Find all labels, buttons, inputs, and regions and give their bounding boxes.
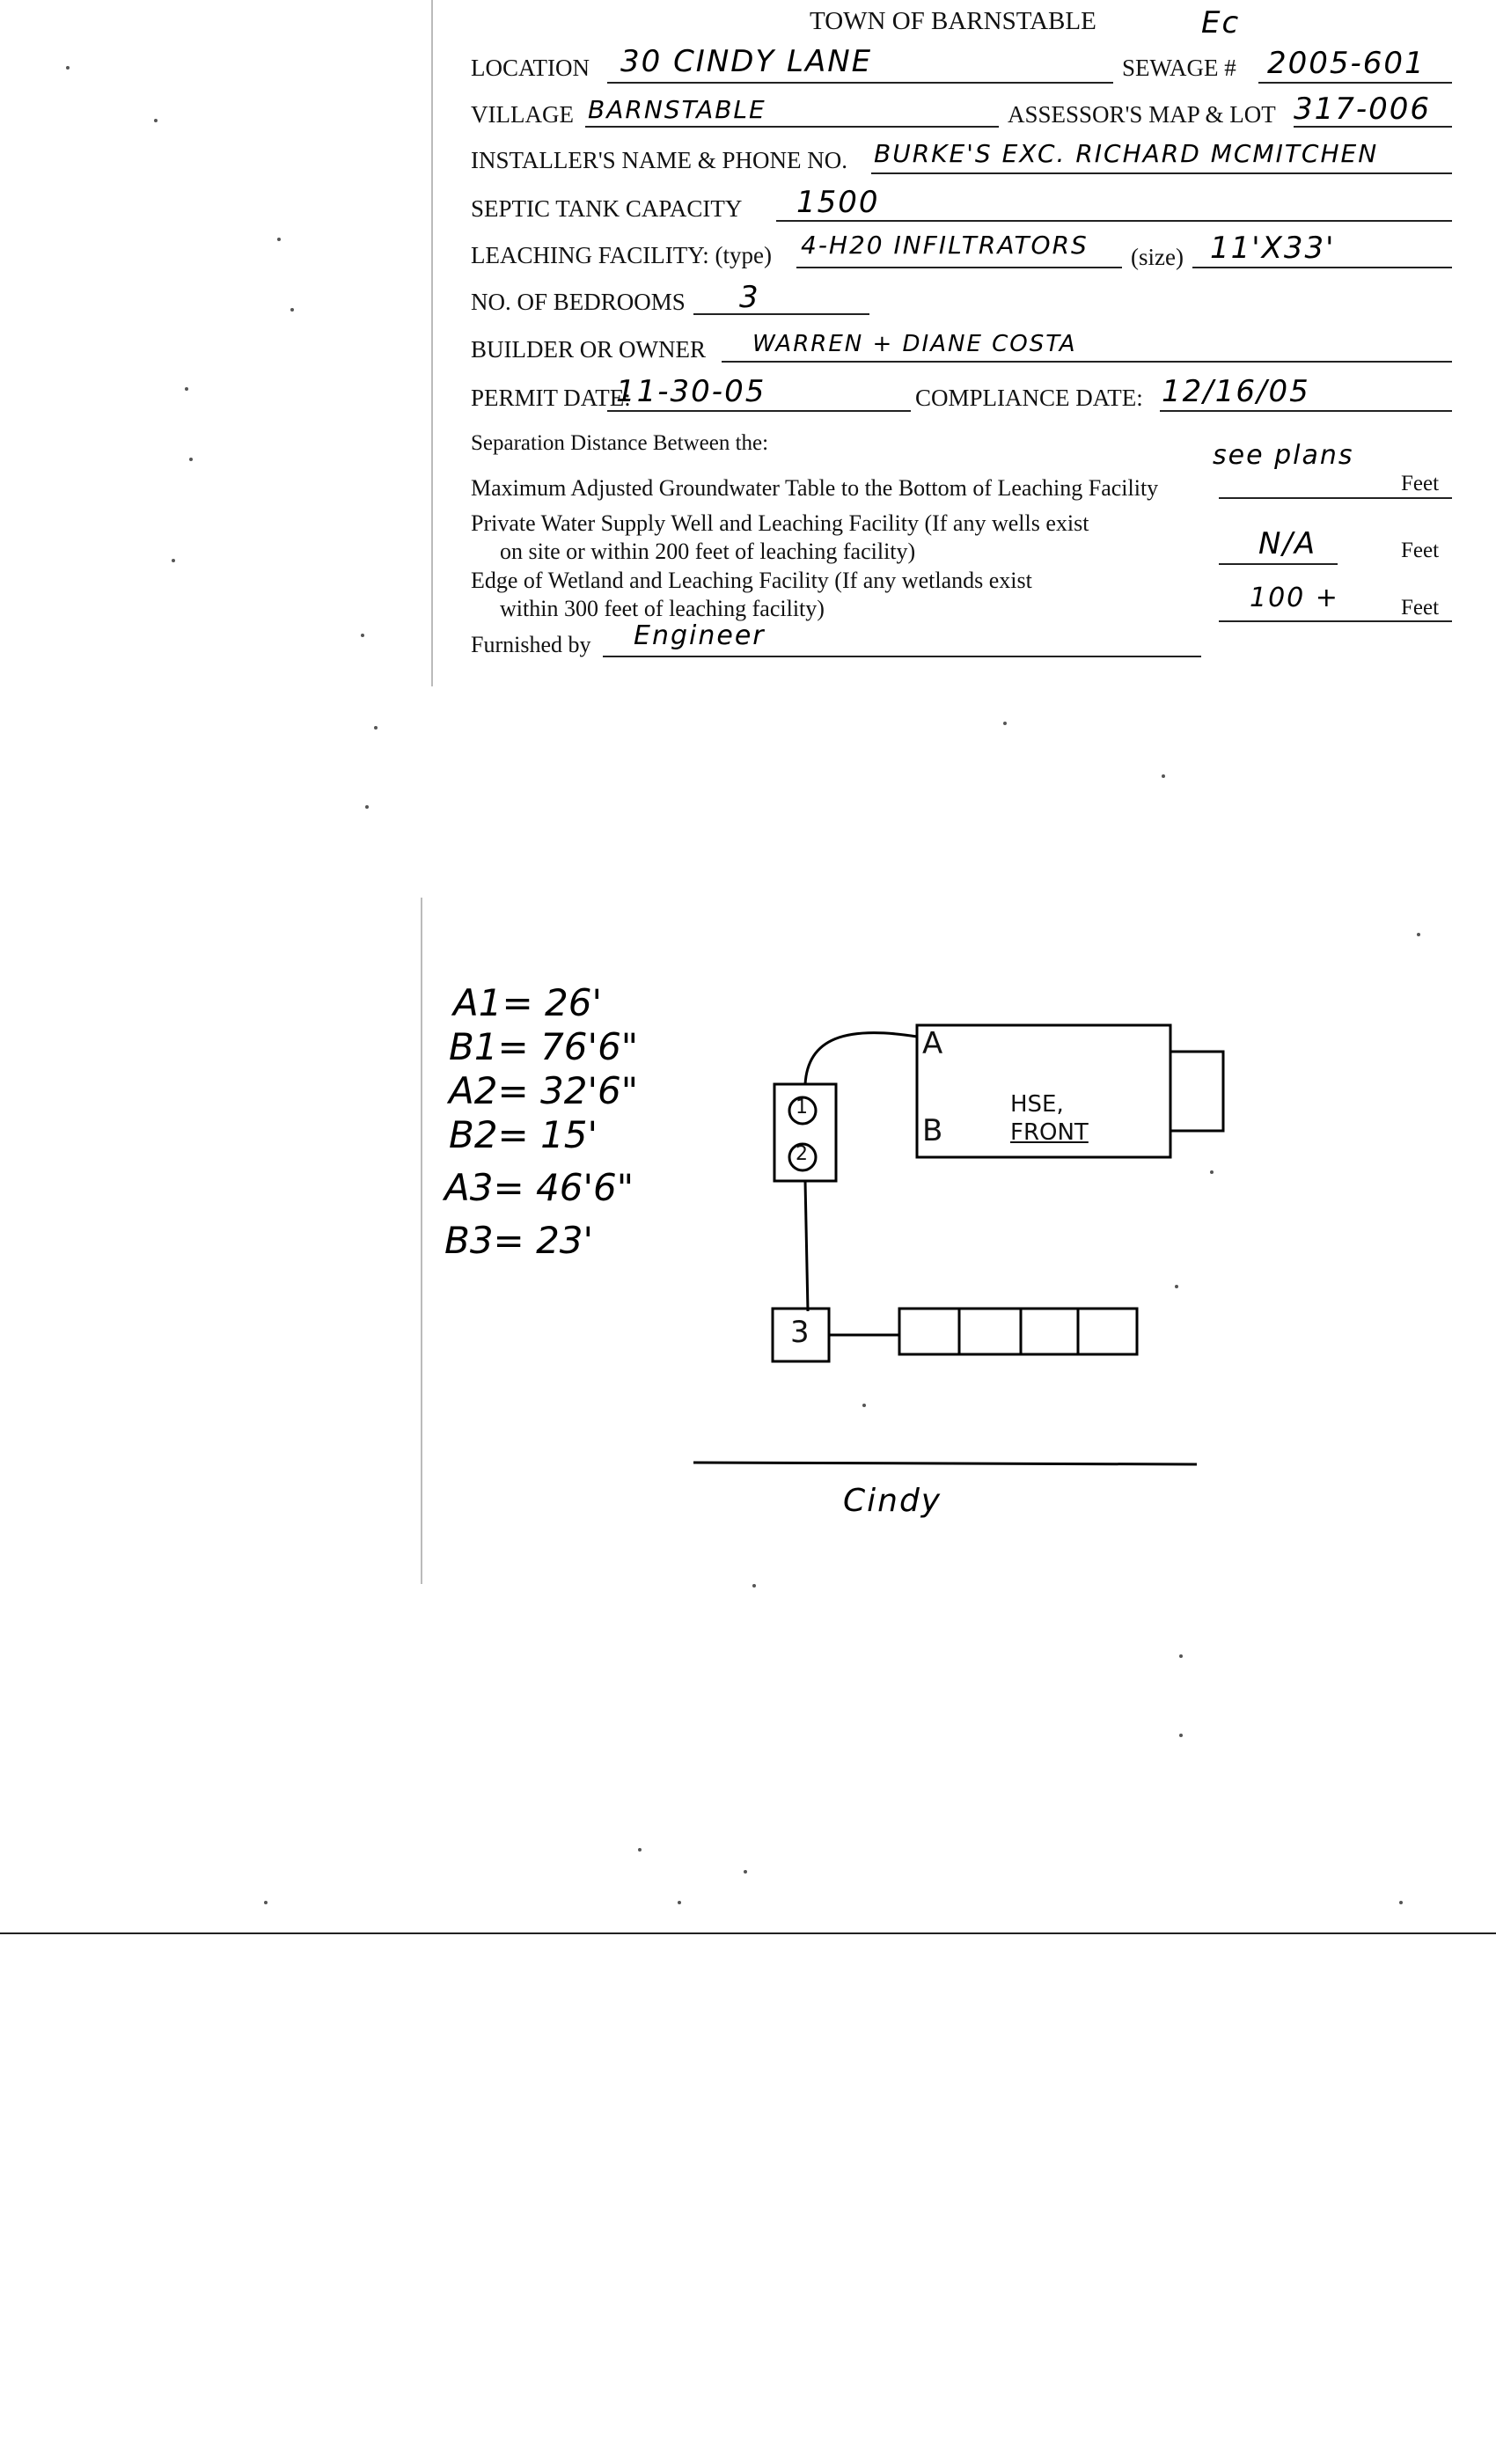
tank-compartment-2-label: 2 [796,1143,808,1165]
septic-capacity-label: SEPTIC TANK CAPACITY [471,195,743,222]
measurement-b3: B3= 23' [444,1219,594,1262]
separation-row-3-unit: Feet [1401,596,1440,620]
furnished-by-value: Engineer [634,620,766,651]
permit-date-value: 11-30-05 [616,374,766,409]
separation-row-1-unit: Feet [1401,472,1440,495]
sewage-value: 2005-601 [1267,46,1426,81]
separation-row-2-text-2: on site or within 200 feet of leaching facility) [500,539,916,564]
bedrooms-label: NO. OF BEDROOMS [471,289,686,315]
measurement-a3: A3= 46'6" [444,1166,634,1209]
leaching-type-label: LEACHING FACILITY: (type) [471,242,772,268]
septic-capacity-value: 1500 [796,185,880,220]
furnished-by-label: Furnished by [471,632,591,657]
village-label: VILLAGE [471,101,574,128]
map-lot-label: ASSESSOR'S MAP & LOT [1008,101,1276,128]
house-corner-a: A [922,1026,943,1061]
permit-date-label: PERMIT DATE: [471,385,631,411]
separation-heading: Separation Distance Between the: [471,431,769,455]
separation-row-2-text: Private Water Supply Well and Leaching Facility (If any wells exist [471,510,1089,536]
measurement-b1: B1= 76'6" [449,1025,639,1068]
measurement-a2: A2= 32'6" [449,1069,639,1112]
leaching-size-value: 11'X33' [1210,231,1336,266]
measurement-b2: B2= 15' [449,1113,598,1156]
house-label-line-2: FRONT [1010,1119,1089,1146]
map-lot-value: 317-006 [1294,92,1432,127]
location-value: 30 CINDY LANE [620,44,873,79]
separation-row-2-unit: Feet [1401,539,1440,562]
leaching-type-value: 4-H20 INFILTRATORS [801,231,1089,260]
street-line [693,1463,1197,1464]
leaching-size-label: (size) [1131,244,1184,270]
street-name: Cindy [843,1483,942,1519]
house-addition [1170,1052,1223,1131]
village-value: BARNSTABLE [588,95,766,124]
distribution-box-label: 3 [790,1315,810,1350]
sewage-label: SEWAGE # [1122,55,1236,81]
pipe-house-to-tank [805,1033,917,1084]
reviewer-initials: Ec [1201,5,1241,40]
separation-row-1-text: Maximum Adjusted Groundwater Table to the Bottom of Leaching Facility [471,475,1159,501]
location-label: LOCATION [471,55,590,81]
pipe-tank-to-dbox [805,1181,808,1311]
separation-row-3-value: 100 + [1250,583,1339,613]
separation-row-3-text: Edge of Wetland and Leaching Facility (If any wetlands exist [471,568,1032,593]
bedrooms-value: 3 [739,280,760,315]
house-corner-b: B [922,1113,943,1148]
house-label-line-1: HSE, [1010,1091,1064,1118]
installer-label: INSTALLER'S NAME & PHONE NO. [471,147,847,173]
leaching-facility [899,1309,1137,1354]
compliance-date-label: COMPLIANCE DATE: [915,385,1143,411]
separation-row-2-value: N/A [1258,526,1317,561]
tank-compartment-1-label: 1 [796,1096,808,1118]
builder-label: BUILDER OR OWNER [471,336,706,363]
page-title: TOWN OF BARNSTABLE [810,7,1096,35]
separation-row-3-text-2: within 300 feet of leaching facility) [500,596,825,621]
builder-value: WARREN + DIANE COSTA [752,331,1077,357]
separation-row-1-value: see plans [1213,440,1354,471]
page-bottom-edge [0,1932,1496,1934]
installer-value: BURKE'S EXC. RICHARD MCMITCHEN [874,139,1379,168]
measurement-a1: A1= 26' [453,981,602,1024]
compliance-date-value: 12/16/05 [1162,374,1310,409]
